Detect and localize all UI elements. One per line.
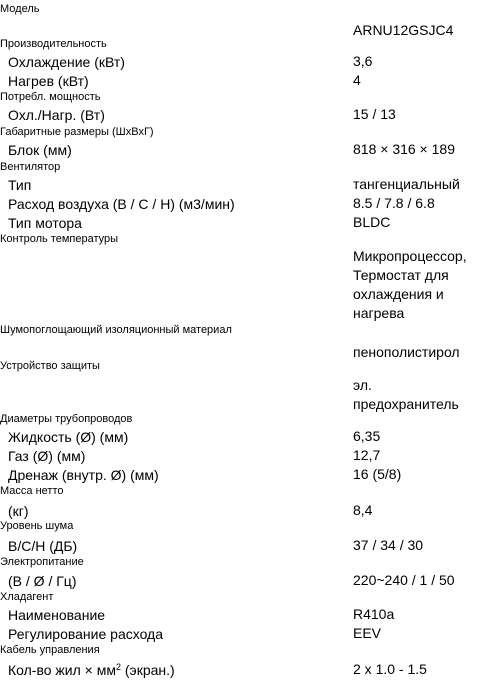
motor-name: Тип мотора (8, 215, 82, 231)
refrigerant-name-value: R410a (353, 606, 395, 622)
dimensions-label: Габаритные размеры (ШхВхГ) (0, 126, 154, 138)
cable-name-sup: 2 (115, 662, 121, 672)
fan-label: Вентилятор (0, 161, 61, 173)
insulation-label: Шумопоглощающий изоляционный материал (0, 324, 232, 336)
cable-name-prefix: Кол-во жил × мм (8, 662, 116, 678)
cable-name-suffix: (экран.) (121, 662, 175, 678)
temp-control-label: Контроль температуры (0, 233, 119, 245)
cable-name (8, 662, 175, 678)
model-label: Модель (0, 3, 40, 15)
gas-value: 12,7 (353, 447, 381, 463)
heating-name: Нагрев (кВт) (8, 73, 89, 89)
dimensions-value: 818 × 316 × 189 (353, 141, 455, 157)
drain-name: Дренаж (внутр. Ø) (мм) (8, 467, 159, 483)
weight-name: (кг) (8, 503, 29, 519)
motor-value: BLDC (353, 214, 391, 230)
temp-control-value-3: охлаждения и (353, 286, 444, 302)
noise-label: Уровень шума (0, 520, 74, 532)
temp-control-value-2: Термостат для (353, 267, 449, 283)
flow-control-name: Регулирование расхода (8, 626, 164, 642)
power-name: Охл./Нагр. (Вт) (8, 107, 105, 123)
cable-value: 2 x 1.0 - 1.5 (353, 661, 427, 677)
flow-control-value: EEV (353, 625, 382, 641)
pipes-label: Диаметры трубопроводов (0, 413, 133, 425)
temp-control-value-4: нагрева (353, 305, 405, 321)
airflow-value: 8.5 / 7.8 / 6.8 (353, 195, 435, 211)
drain-value: 16 (5/8) (353, 466, 402, 482)
cooling-value: 3,6 (353, 53, 373, 69)
supply-value: 220~240 / 1 / 50 (353, 572, 455, 588)
weight-value: 8,4 (353, 502, 373, 518)
protection-value-2: предохранитель (353, 396, 459, 412)
power-value: 15 / 13 (353, 106, 396, 122)
capacity-label: Производительность (0, 38, 107, 50)
supply-label: Электропитание (0, 556, 84, 568)
airflow-name: Расход воздуха (В / С / Н) (м3/мин) (8, 196, 235, 212)
refrigerant-name-name: Наименование (8, 607, 106, 623)
noise-name: В/С/Н (ДБ) (8, 538, 78, 554)
liquid-value: 6,35 (353, 428, 381, 444)
cable-label: Кабель управления (0, 644, 100, 656)
model-value: ARNU12GSJC4 (353, 22, 454, 38)
weight-label: Масса нетто (0, 485, 64, 497)
refrigerant-label: Хладагент (0, 591, 54, 603)
cooling-name: Охлаждение (кВт) (8, 54, 125, 70)
heating-value: 4 (353, 72, 361, 88)
power-label: Потребл. мощность (0, 91, 101, 103)
protection-label: Устройство защиты (0, 360, 100, 372)
fan-type-name: Тип (8, 177, 32, 193)
dimensions-name: Блок (мм) (8, 142, 72, 158)
insulation-value: пенополистирол (353, 344, 460, 360)
temp-control-value-1: Микропроцессор, (353, 248, 467, 264)
gas-name: Газ (Ø) (мм) (8, 448, 86, 464)
liquid-name: Жидкость (Ø) (мм) (8, 429, 129, 445)
fan-type-value: тангенциальный (353, 176, 460, 192)
noise-value: 37 / 34 / 30 (353, 537, 424, 553)
protection-value-1: эл. (353, 377, 372, 393)
supply-name: (В / Ø / Гц) (8, 573, 77, 589)
